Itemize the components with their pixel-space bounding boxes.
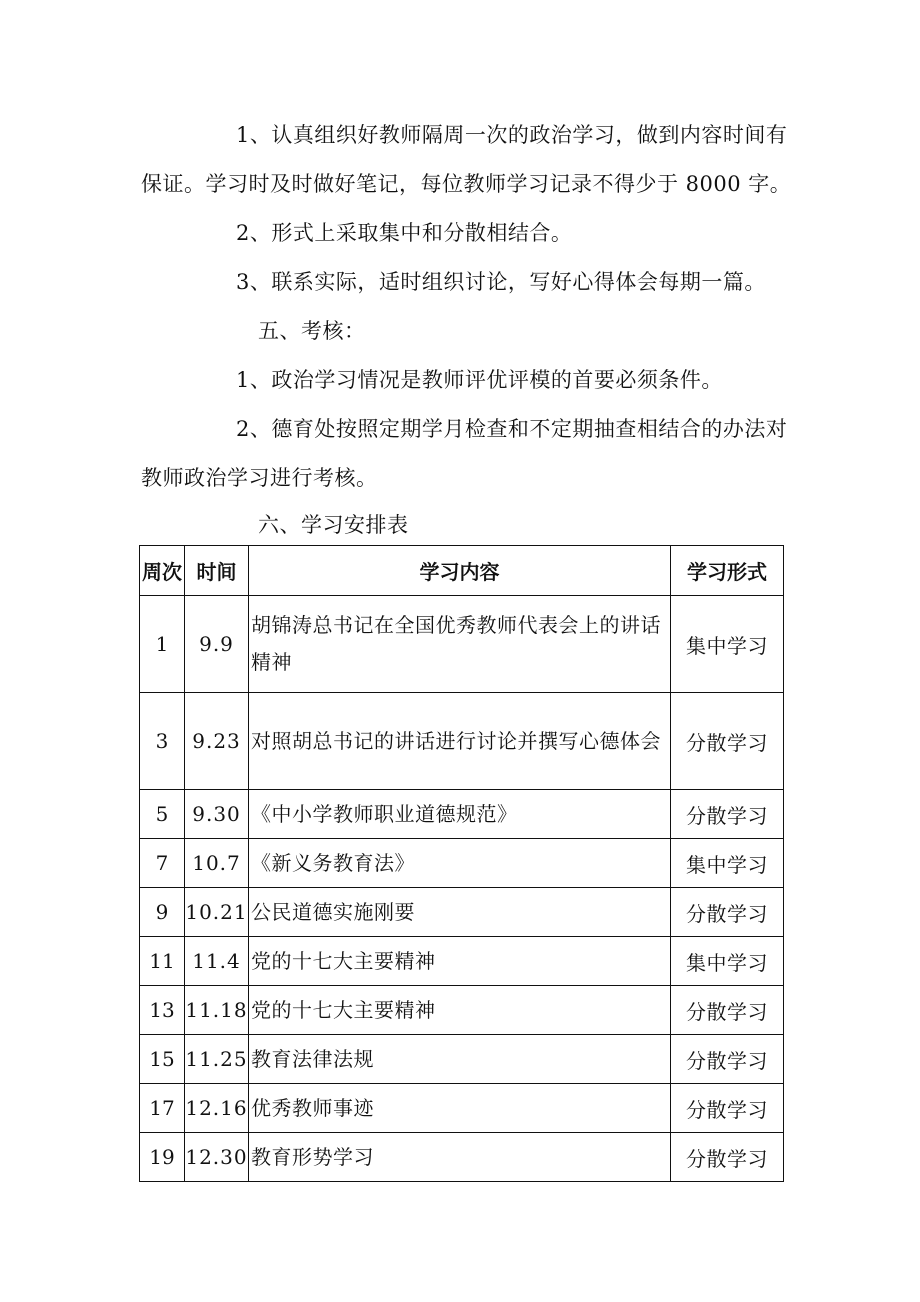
table-row (140, 1133, 784, 1182)
cell-content: 《中小学教师职业道德规范》 (249, 790, 671, 839)
paragraph-2: 2、形式上采取集中和分散相结合。 (236, 221, 573, 245)
table-row (140, 986, 784, 1035)
cell-date: 12.16 (185, 1084, 249, 1133)
cell-date: 11.4 (185, 937, 249, 986)
table-row (140, 888, 784, 937)
cell-date: 9.9 (185, 596, 249, 693)
cell-week: 11 (140, 937, 185, 986)
table-row (140, 1084, 784, 1133)
cell-content: 对照胡总书记的讲话进行讨论并撰写心德体会 (249, 693, 671, 790)
cell-date: 9.23 (185, 693, 249, 790)
table-row (140, 693, 784, 790)
paragraph-5-line-2: 教师政治学习进行考核。 (141, 466, 378, 490)
cell-content: 胡锦涛总书记在全国优秀教师代表会上的讲话精神 (249, 596, 671, 693)
cell-date: 12.30 (185, 1133, 249, 1182)
header-content: 学习内容 (249, 546, 671, 596)
cell-form: 分散学习 (671, 693, 784, 790)
cell-form: 分散学习 (671, 1035, 784, 1084)
cell-form: 分散学习 (671, 1133, 784, 1182)
paragraph-4: 1、政治学习情况是教师评优评模的首要必须条件。 (236, 368, 723, 392)
cell-date: 10.7 (185, 839, 249, 888)
cell-form: 分散学习 (671, 1084, 784, 1133)
table-row (140, 937, 784, 986)
paragraph-1-line-1: 1、认真组织好教师隔周一次的政治学习，做到内容时间有 (236, 123, 788, 147)
cell-date: 9.30 (185, 790, 249, 839)
paragraph-5-line-1: 2、德育处按照定期学月检查和不定期抽查相结合的办法对 (236, 417, 788, 441)
cell-week: 5 (140, 790, 185, 839)
cell-form: 分散学习 (671, 888, 784, 937)
cell-content: 公民道德实施刚要 (249, 888, 671, 937)
table-header-row (140, 546, 784, 596)
paragraph-3: 3、联系实际，适时组织讨论，写好心得体会每期一篇。 (236, 270, 766, 294)
cell-content: 教育形势学习 (249, 1133, 671, 1182)
cell-date: 10.21 (185, 888, 249, 937)
table-row (140, 790, 784, 839)
cell-week: 15 (140, 1035, 185, 1084)
cell-content: 优秀教师事迹 (249, 1084, 671, 1133)
table-row (140, 1035, 784, 1084)
header-week: 周次 (140, 546, 185, 596)
cell-form: 集中学习 (671, 839, 784, 888)
cell-week: 7 (140, 839, 185, 888)
header-date: 时间 (185, 546, 249, 596)
cell-content: 党的十七大主要精神 (249, 937, 671, 986)
cell-form: 集中学习 (671, 937, 784, 986)
cell-date: 11.18 (185, 986, 249, 1035)
cell-content: 党的十七大主要精神 (249, 986, 671, 1035)
cell-week: 9 (140, 888, 185, 937)
cell-date: 11.25 (185, 1035, 249, 1084)
cell-week: 19 (140, 1133, 185, 1182)
cell-content: 教育法律法规 (249, 1035, 671, 1084)
cell-form: 集中学习 (671, 596, 784, 693)
table-row (140, 596, 784, 693)
section-heading-assessment: 五、考核： (258, 319, 366, 343)
cell-content: 《新义务教育法》 (249, 839, 671, 888)
study-schedule-table (139, 545, 784, 1182)
paragraph-1-line-2: 保证。学习时及时做好笔记，每位教师学习记录不得少于 8000 字。 (141, 172, 792, 196)
cell-week: 17 (140, 1084, 185, 1133)
cell-form: 分散学习 (671, 986, 784, 1035)
cell-week: 3 (140, 693, 185, 790)
table-row (140, 839, 784, 888)
section-heading-schedule: 六、学习安排表 (258, 513, 409, 537)
cell-week: 1 (140, 596, 185, 693)
cell-week: 13 (140, 986, 185, 1035)
header-form: 学习形式 (671, 546, 784, 596)
cell-form: 分散学习 (671, 790, 784, 839)
